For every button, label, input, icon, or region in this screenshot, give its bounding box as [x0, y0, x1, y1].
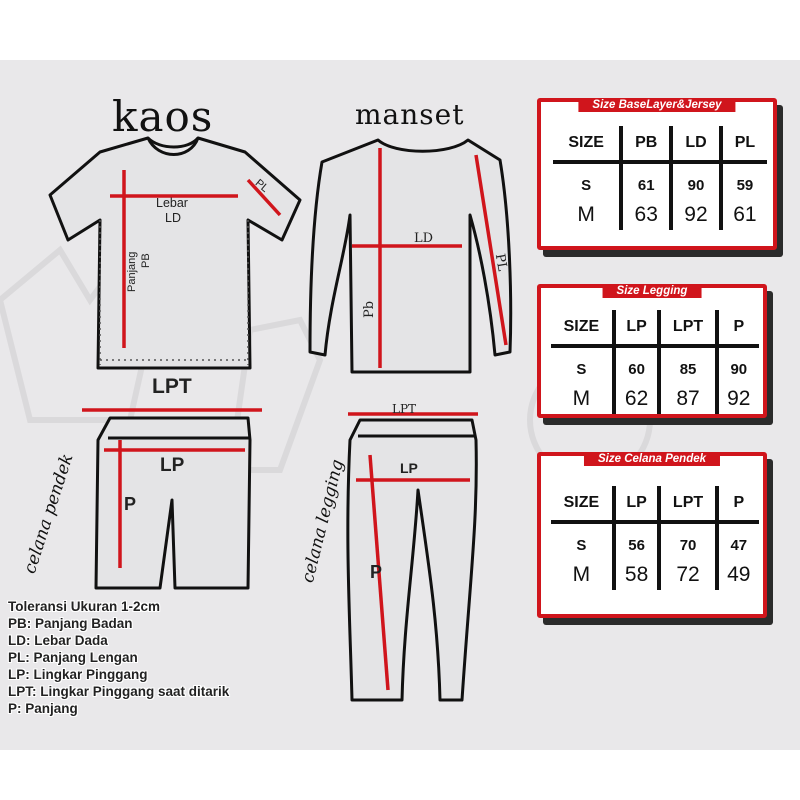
legend-line: LD: Lebar Dada [8, 633, 108, 648]
celana-pendek-title: celana pendek [20, 451, 78, 577]
abbreviation-legend [8, 598, 229, 717]
legging-p-label: P [370, 562, 383, 582]
legend-line: Toleransi Ukuran 1-2cm [8, 599, 161, 614]
table-cell: S [553, 162, 621, 200]
table-cell: M [551, 560, 614, 590]
table-cell: 87 [659, 384, 716, 414]
table-cell: 63 [621, 200, 671, 230]
table-cell: 61 [733, 203, 757, 226]
size-card-legging [537, 284, 767, 418]
table-cell: 62 [614, 384, 660, 414]
pendek-p-label: P [124, 494, 137, 514]
size-card-celana-pendek [537, 452, 767, 618]
table-header: SIZE [553, 126, 621, 162]
celana-legging-title: celana legging [298, 457, 348, 585]
manset-pb-label: Pb [362, 300, 377, 318]
kaos-ld-label: LD [165, 211, 181, 225]
pendek-lp-label: LP [160, 455, 185, 476]
table-header: LP [614, 310, 660, 346]
table-cell: M [551, 384, 614, 414]
size-card-baselayer-jersey [537, 98, 777, 250]
table-cell: 61 [621, 162, 671, 200]
size-card-title: Size Legging [603, 284, 702, 298]
table-cell: 59 [736, 176, 754, 194]
size-table [551, 486, 759, 590]
legend-line: PB: Panjang Badan [8, 616, 133, 631]
manset-title: manset [355, 98, 465, 131]
legend-line: PL: Panjang Lengan [8, 650, 138, 665]
table-header: LD [671, 126, 721, 162]
kaos-illustration [50, 138, 300, 368]
manset-pl-label: PL [491, 252, 510, 273]
size-table [551, 310, 759, 414]
table-cell: 92 [671, 200, 721, 230]
table-header: LPT [659, 310, 716, 346]
manset-ld-label: LD [414, 231, 434, 246]
size-card-title: Size Celana Pendek [584, 452, 720, 466]
table-cell: 47 [730, 536, 748, 554]
kaos-title: kaos [112, 92, 214, 141]
size-table [553, 126, 767, 230]
kaos-panjang-label: Panjang [126, 251, 138, 292]
size-card-title: Size BaseLayer&Jersey [578, 98, 735, 112]
table-cell: S [551, 346, 614, 384]
table-header: LP [614, 486, 660, 522]
legend-line: LP: Lingkar Pinggang [8, 667, 148, 682]
table-cell: S [551, 522, 614, 560]
table-header: SIZE [551, 310, 614, 346]
table-cell: 49 [727, 563, 751, 586]
table-cell: 90 [671, 162, 721, 200]
kaos-pb-label: PB [140, 253, 152, 268]
legging-lp-label: LP [400, 460, 418, 476]
table-cell: 92 [727, 387, 751, 410]
table-cell: 70 [659, 522, 716, 560]
table-header: LPT [659, 486, 716, 522]
table-header: PB [621, 126, 671, 162]
kaos-pl-label: PL [252, 177, 271, 195]
table-header: P [717, 486, 759, 522]
legend-line: P: Panjang [8, 701, 78, 716]
kaos-lebar-label: Lebar [156, 196, 188, 210]
table-cell: 72 [659, 560, 716, 590]
table-cell: 90 [730, 360, 748, 378]
table-cell: M [553, 200, 621, 230]
legend-line: LPT: Lingkar Pinggang saat ditarik [8, 684, 230, 699]
table-header: SIZE [551, 486, 614, 522]
table-cell: 60 [614, 346, 660, 384]
table-header: PL [721, 126, 767, 162]
pendek-lpt-label: LPT [152, 375, 192, 398]
table-header: P [717, 310, 759, 346]
table-cell: 85 [659, 346, 716, 384]
table-cell: 56 [614, 522, 660, 560]
legging-lpt-label: LPT [392, 402, 417, 416]
table-cell: 58 [614, 560, 660, 590]
